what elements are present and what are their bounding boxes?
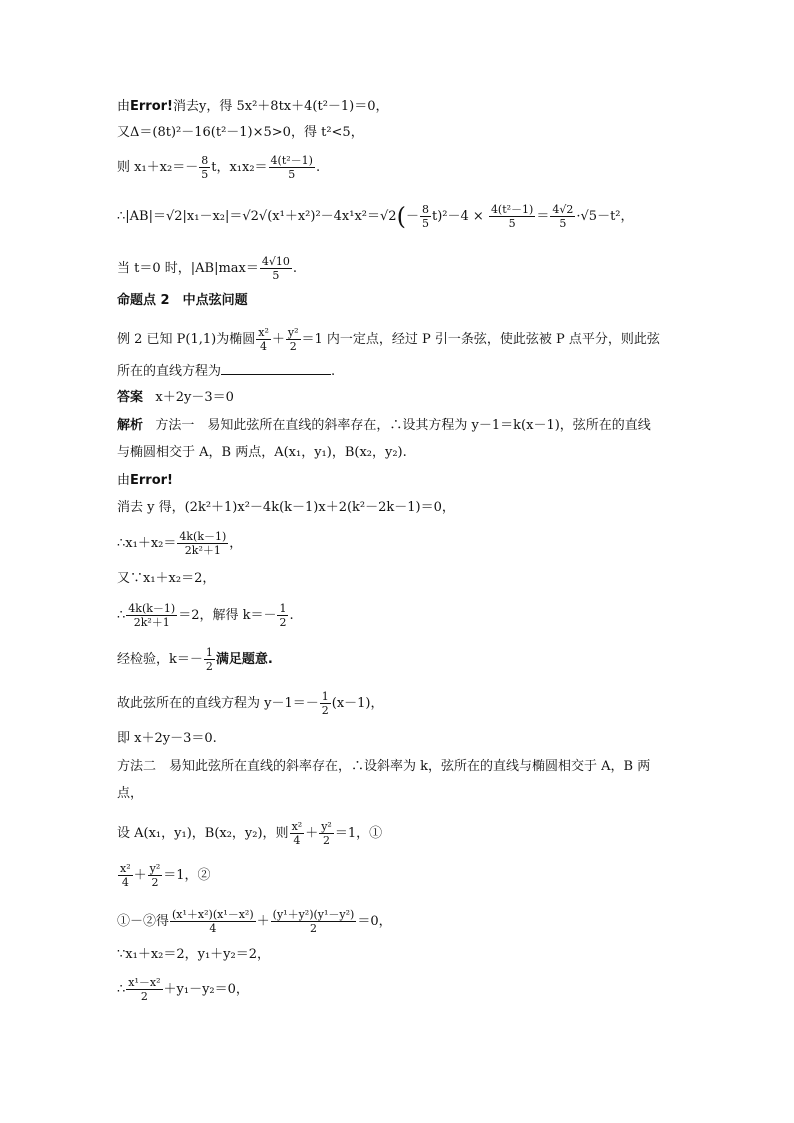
text: . [289, 608, 294, 623]
answer-label: 答案 [117, 390, 144, 405]
line-22 [117, 820, 382, 847]
fraction [118, 862, 133, 889]
numerator: x² [120, 862, 131, 875]
fraction [148, 862, 163, 889]
fraction [126, 976, 162, 1003]
section-heading: 命题点 2 中点弦问题 [117, 293, 248, 308]
line-16 [117, 602, 294, 629]
numerator: (y¹＋y²)(y¹－y²) [272, 908, 355, 921]
denominator: 2 [309, 922, 317, 935]
fraction [269, 154, 315, 181]
denominator: 5 [421, 217, 429, 230]
numerator: x² [258, 326, 269, 339]
numerator: (x¹＋x²)(x¹－x²) [172, 908, 254, 921]
text: ＝ [536, 209, 550, 224]
text: . [292, 261, 298, 276]
line-24 [117, 908, 392, 935]
numerator: y² [149, 862, 161, 875]
numerator: 4k(k－1) [179, 530, 227, 543]
line-15: 又∵x₁＋x₂＝2， [117, 571, 216, 586]
text: 满足题意. [215, 652, 273, 667]
line-2: 又Δ＝(8t)²－16(t²－1)×5>0，得 t²<5， [117, 125, 364, 140]
numerator: x² [291, 820, 303, 833]
line-3 [117, 154, 320, 181]
text: ＋ [256, 914, 270, 929]
line-8 [117, 362, 335, 381]
numerator: 1 [279, 602, 287, 615]
fraction [256, 326, 271, 353]
fraction [204, 646, 215, 673]
line-20: 方法二 易知此弦所在直线的斜率存在，∴设斜率为 k，弦所在的直线与椭圆相交于 A，B 两 [117, 759, 651, 774]
denominator: 2 [279, 616, 287, 629]
line-9 [117, 389, 234, 407]
answer-value: x＋2y－3＝0 [155, 390, 234, 405]
line-5 [117, 255, 297, 282]
denominator: 4 [121, 876, 129, 889]
text: 故此弦所在的直线方程为 y－1＝－ [117, 696, 319, 711]
numerator: y² [321, 820, 332, 833]
denominator: 5 [201, 168, 209, 181]
text: 消去 [173, 99, 200, 114]
denominator: 2k²＋1 [133, 616, 170, 629]
fraction [319, 820, 334, 847]
numerator: 8 [421, 203, 429, 216]
text: ∴|AB|＝√2|x₁－x₂|＝√2√(x¹＋x²)²－4x¹x²＝√2 [117, 209, 397, 224]
numerator: 4(t²－1) [270, 154, 313, 167]
text: 当 t＝0 时，|AB|max＝ [117, 261, 259, 276]
text: )²－4 × [437, 209, 484, 224]
denominator: 4 [293, 834, 301, 847]
analysis-label: 解析 [117, 418, 144, 433]
denominator: 2 [151, 876, 159, 889]
fraction [290, 820, 305, 847]
line-21: 点， [117, 786, 144, 801]
text: 由 [117, 473, 131, 488]
line-26 [117, 976, 249, 1003]
line-10 [117, 417, 651, 435]
line-19: 即 x＋2y－3＝0. [117, 731, 217, 746]
line-12 [117, 472, 173, 490]
line-23 [117, 862, 211, 889]
numerator: 4√10 [261, 255, 290, 268]
text: ①－②得 [117, 914, 170, 929]
text: ＝1 内一定点，经过 P 引一条弦，使此弦被 P 点平分，则此弦 [301, 332, 660, 347]
text: ＋ [271, 332, 285, 347]
denominator: 2 [140, 990, 148, 1003]
denominator: 4 [260, 340, 268, 353]
answer-blank [221, 362, 331, 375]
text: (x－1)， [331, 696, 384, 711]
numerator: 4√2 [552, 203, 574, 216]
text: ＋ [133, 868, 147, 883]
denominator: 2 [321, 704, 329, 717]
text: . [331, 364, 336, 379]
fraction [277, 602, 288, 629]
text: ＝2，解得 k＝－ [178, 608, 277, 623]
text: 例 2 已知 P(1,1)为椭圆 [117, 332, 256, 347]
denominator: 4 [209, 922, 217, 935]
text: ∴ [117, 982, 126, 997]
fraction [286, 326, 301, 353]
text: ∴ [117, 608, 126, 623]
numerator: 8 [201, 154, 209, 167]
text: . [315, 160, 321, 175]
fraction [170, 908, 256, 935]
error-text: Error! [130, 473, 173, 488]
text: ＝1，① [334, 826, 383, 841]
fraction [489, 203, 535, 230]
text: ·√5－t²， [576, 209, 634, 224]
denominator: 5 [288, 168, 296, 181]
fraction [420, 203, 431, 230]
denominator: 2 [323, 834, 331, 847]
text: 由 [117, 99, 131, 114]
line-4: ∴|AB|＝√2|x₁－x₂|＝√2√(x¹＋x²)²－4x¹x²＝√2(－ $\frac{8}{5}$ t)²－4 × $\frac{\text{4(t²－1)}}{5}$ ＝ $\frac{4√2}{5}$ ·√5－t²， [117, 202, 634, 231]
text: 方法一 易知此弦所在直线的斜率存在，∴设其方程为 y－1＝k(x－1)，弦所在的直线 [155, 418, 651, 433]
text: ＝1，② [163, 868, 211, 883]
fraction [199, 154, 210, 181]
denominator: 2 [205, 660, 213, 673]
text: y，得 5x²＋8tx＋4(t²－1)＝0， [199, 99, 389, 114]
text: ＋ [305, 826, 319, 841]
denominator: 5 [272, 269, 280, 282]
fraction [320, 690, 331, 717]
error-text: Error! [130, 99, 173, 114]
line-25: ∵x₁＋x₂＝2，y₁＋y₂＝2， [117, 947, 271, 962]
fraction [271, 908, 357, 935]
line-13: 消去 y 得，(2k²＋1)x²－4k(k－1)x＋2(k²－2k－1)＝0， [117, 500, 455, 515]
text: 经检验，k＝－ [117, 652, 203, 667]
text: 设 A(x₁，y₁)，B(x₂，y₂)，则 [117, 826, 289, 841]
fraction [177, 530, 228, 557]
line-14 [117, 530, 242, 557]
numerator: y² [287, 326, 299, 339]
text: t [431, 209, 438, 224]
numerator: 1 [321, 690, 329, 703]
denominator: 2 [289, 340, 297, 353]
text: ＋y₁－y₂＝0， [163, 982, 249, 997]
text: 则 x₁＋x₂＝－ [117, 160, 199, 175]
line-1 [117, 98, 389, 116]
denominator: 2k²＋1 [184, 544, 221, 557]
fraction [126, 602, 177, 629]
line-17 [117, 646, 273, 673]
text: ∴x₁＋x₂＝ [117, 536, 177, 551]
text: t，x₁x₂＝ [211, 160, 268, 175]
numerator: 4(t²－1) [490, 203, 534, 216]
line-18 [117, 690, 384, 717]
text: 所在的直线方程为 [117, 364, 222, 379]
line-7 [117, 326, 660, 353]
numerator: 4k(k－1) [128, 602, 176, 615]
text: ＝0， [357, 914, 392, 929]
numerator: 1 [205, 646, 213, 659]
line-11: 与椭圆相交于 A，B 两点，A(x₁，y₁)，B(x₂，y₂). [117, 445, 407, 460]
numerator: x¹－x² [128, 976, 161, 989]
fraction [550, 203, 575, 230]
bracket-open: ( [396, 202, 406, 231]
denominator: 5 [559, 217, 567, 230]
denominator: 5 [508, 217, 516, 230]
text: ， [229, 536, 243, 551]
fraction [260, 255, 292, 282]
